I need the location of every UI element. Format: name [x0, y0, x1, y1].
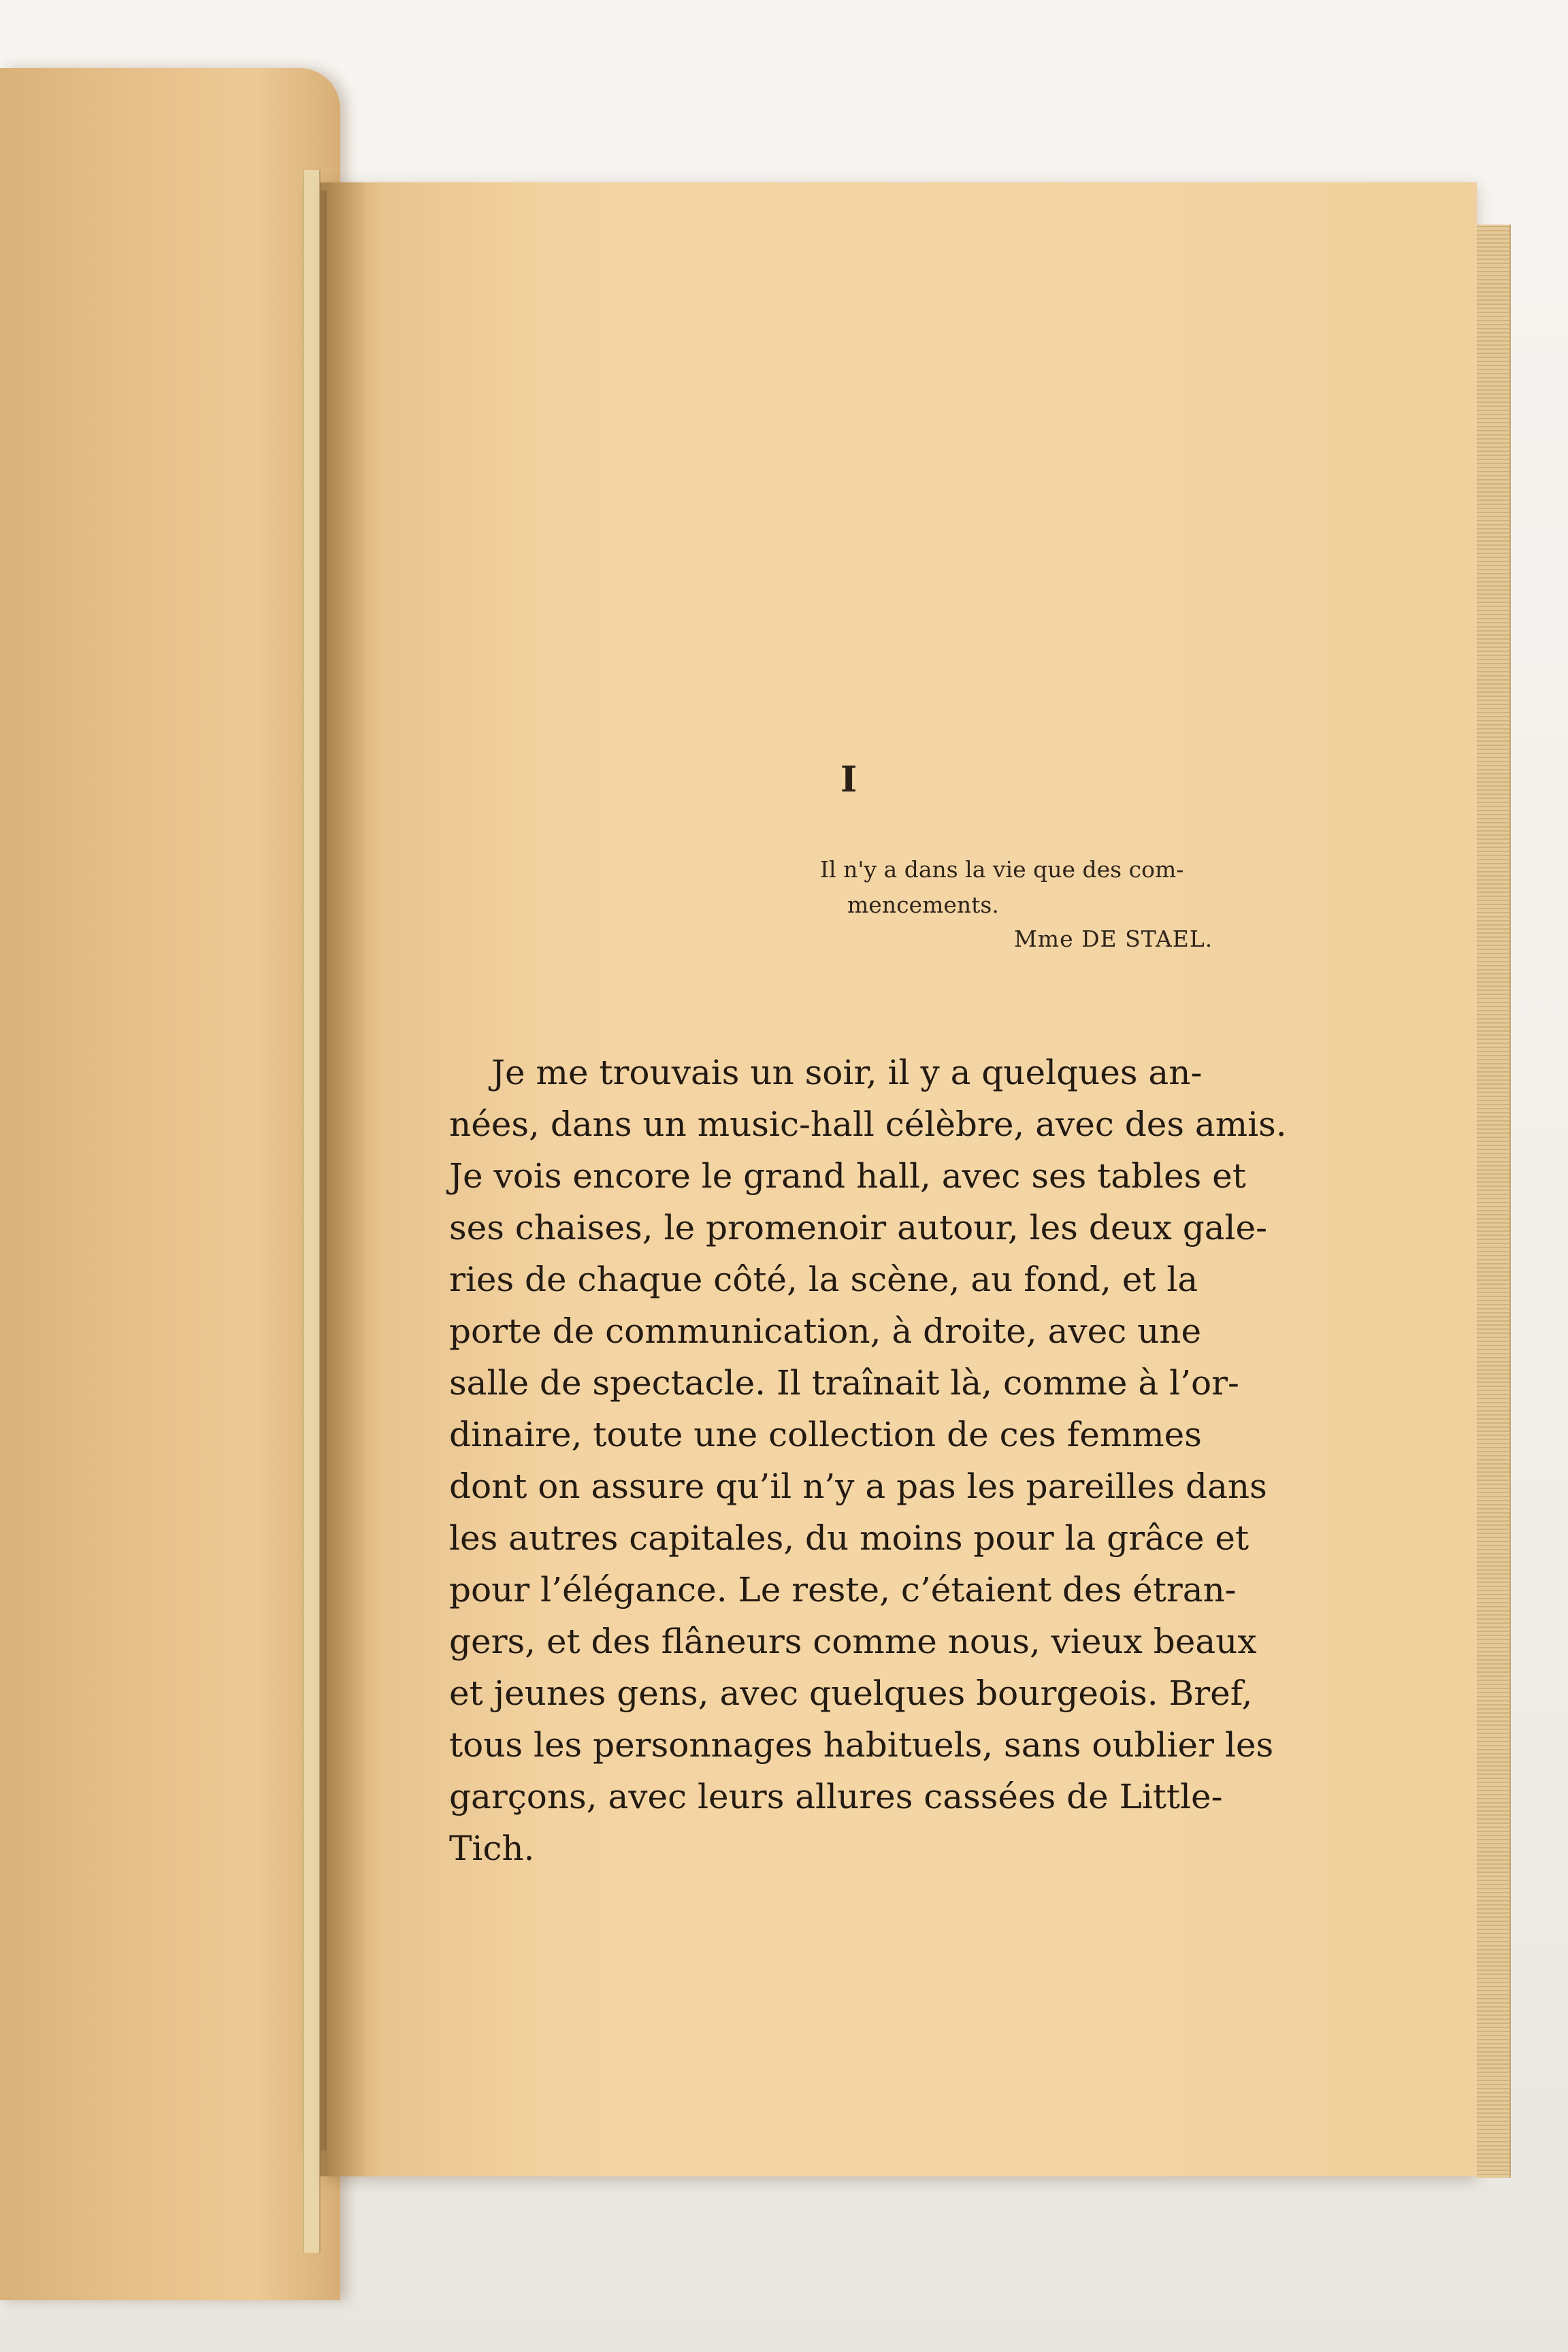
epigraph-line-1: Il n'y a dans la vie que des com-: [820, 856, 1184, 883]
text-line: pour l’élégance. Le reste, c’étaient des étran-: [449, 1570, 1237, 1610]
text-line: garçons, avec leurs allures cassées de Little-: [449, 1777, 1223, 1816]
text-line: Je vois encore le grand hall, avec ses tables et: [449, 1156, 1246, 1196]
text-line: porte de communication, à droite, avec une: [449, 1311, 1202, 1351]
text-line: dinaire, toute une collection de ces femmes: [449, 1415, 1202, 1454]
text-line: ses chaises, le promenoir autour, les deux gale-: [449, 1208, 1268, 1247]
text-line: et jeunes gens, avec quelques bourgeois. Bref,: [449, 1673, 1253, 1713]
page-stack-edge: [1477, 225, 1511, 2178]
epigraph: [820, 852, 1296, 923]
cover-edge: [303, 170, 321, 2253]
text-line: gers, et des flâneurs comme nous, vieux beaux: [449, 1622, 1257, 1661]
text-line: tous les personnages habituels, sans oublier les: [449, 1725, 1274, 1765]
text-line: dont on assure qu’il n’y a pas les pareilles dans: [449, 1467, 1267, 1506]
left-page: [0, 68, 340, 2300]
gutter-shadow: [320, 182, 368, 2176]
text-line: Je me trouvais un soir, il y a quelques an-: [491, 1053, 1203, 1092]
epigraph-line-2: mencements.: [847, 892, 999, 918]
chapter-number: I: [840, 759, 858, 800]
text-line: les autres capitales, du moins pour la grâce et: [449, 1518, 1250, 1558]
text-line: nées, dans un music-hall célèbre, avec des amis.: [449, 1105, 1287, 1144]
text-line: ries de chaque côté, la scène, au fond, et la: [449, 1260, 1198, 1299]
epigraph-author: Mme DE STAEL.: [1014, 926, 1213, 952]
body-paragraph: [449, 1047, 1287, 1874]
text-line: salle de spectacle. Il traînait là, comme à l’or-: [449, 1363, 1239, 1403]
text-line: Tich.: [449, 1829, 535, 1868]
